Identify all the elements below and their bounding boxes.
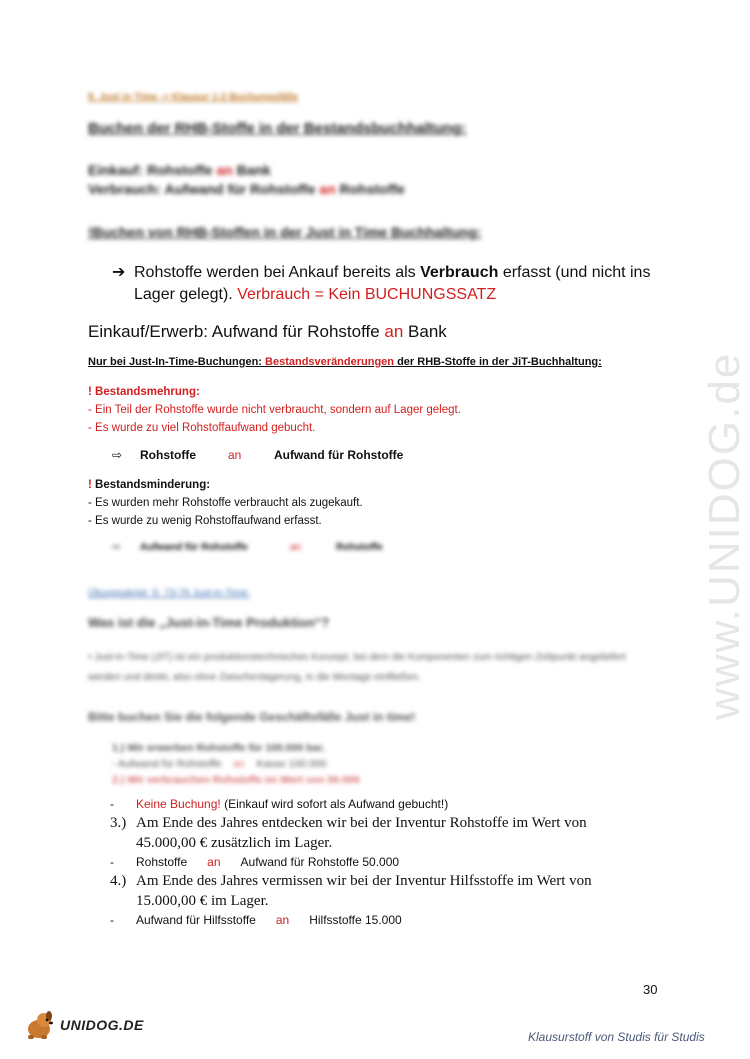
keine-buchung-note: (Einkauf wird sofort als Aufwand gebucht!) xyxy=(220,797,449,811)
verbrauch-statement xyxy=(112,262,652,306)
entry-debit: - Aufwand für Rohstoffe xyxy=(112,758,222,770)
task-number: 3.) xyxy=(110,815,127,831)
task4-entry xyxy=(110,911,650,929)
dog-icon xyxy=(22,1010,56,1040)
einkauf-erwerb-line xyxy=(88,322,447,342)
jit-only-red: Bestandsveränderungen xyxy=(265,356,395,368)
task3-entry xyxy=(110,853,650,871)
task-number: 1.) xyxy=(112,742,125,754)
statement-red: Verbrauch = Kein BUCHUNGSSATZ xyxy=(237,286,497,303)
hollow-arrow-icon: ⇨ xyxy=(112,448,123,462)
an-keyword: an xyxy=(319,181,336,197)
jit-only-heading xyxy=(88,356,602,368)
entry-debit: Aufwand für Hilfsstoffe xyxy=(136,913,256,927)
section-heading: 8. Just in Time -> Klausur 1-2 Buchungsfälle xyxy=(88,92,299,103)
heading-jit-bold: Just in Time xyxy=(305,224,388,240)
an-keyword: an xyxy=(275,913,290,927)
an-keyword: an xyxy=(290,542,302,553)
verbrauch-statement-text xyxy=(134,262,652,306)
einkauf-rest: Bank xyxy=(236,162,271,178)
statement-part2: erfasst (und nicht ins Lager gelegt). xyxy=(134,264,651,303)
verbrauch-line xyxy=(88,181,405,197)
task-number: 2.) xyxy=(112,774,125,786)
bestandsmehrung-block xyxy=(88,383,461,437)
uebung-heading: Übungsskript: S. 73-76 Just-in-Time: xyxy=(88,588,250,599)
task-number: 4.) xyxy=(110,873,127,889)
jit-only-post: der RHB-Stoffe in der JiT-Buchhaltung: xyxy=(394,356,602,368)
heading-jit-post: Buchhaltung: xyxy=(387,224,482,240)
entry-credit: Aufwand für Rohstoffe 50.000 xyxy=(240,855,400,869)
keine-buchung: Keine Buchung! xyxy=(136,797,221,811)
exclamation-mark: ! xyxy=(88,479,92,491)
entry-debit: Rohstoffe xyxy=(136,855,188,869)
heading-jit xyxy=(88,224,481,240)
bestandsmehrung-line2: - Es wurde zu viel Rohstoffaufwand gebucht. xyxy=(88,422,316,434)
statement-part1: Rohstoffe werden bei Ankauf bereits als xyxy=(134,264,421,281)
task3 xyxy=(110,813,650,853)
task-text: Wir verbrauchen Rohstoffe im Wert von 50.000 xyxy=(127,774,360,786)
watermark-text: www.UNIDOG.de xyxy=(700,351,749,720)
jit-only-pre: Nur bei Just-In-Time-Buchungen: xyxy=(88,356,266,368)
right-arrow-icon: ➔ xyxy=(112,264,126,281)
an-keyword: an xyxy=(233,758,245,770)
einkauf-label: Einkauf: Rohstoffe xyxy=(88,162,213,178)
einkauf-erwerb-post: Bank xyxy=(403,322,447,341)
page-number: 30 xyxy=(643,982,658,997)
logo-text: UNIDOG.DE xyxy=(60,1017,144,1033)
an-keyword: an xyxy=(384,322,404,341)
bestandsminderung-block xyxy=(88,476,363,530)
verbrauch-label: Verbrauch: Aufwand für Rohstoffe xyxy=(88,181,316,197)
entry-debit: Rohstoffe xyxy=(140,448,196,462)
task-text: Am Ende des Jahres vermissen wir bei der Inventur Hilfsstoffe im Wert von 15.000,00 € im Lager. xyxy=(136,873,592,909)
dash: - xyxy=(110,855,114,869)
bestandsminderung-line1: - Es wurden mehr Rohstoffe verbraucht als zugekauft. xyxy=(88,497,363,509)
dash: - xyxy=(110,797,114,811)
entry-credit: Kasse 100.000 xyxy=(256,758,327,770)
question-jit: Was ist die „Just-in-Time Produktion“? xyxy=(88,615,330,630)
an-keyword: an xyxy=(228,448,242,462)
einkauf-erwerb-pre: Einkauf/Erwerb: Aufwand für Rohstoffe xyxy=(88,322,385,341)
unidog-logo xyxy=(22,1010,144,1040)
entry-credit: Rohstoffe xyxy=(336,542,383,553)
blurred-tasks xyxy=(112,740,360,788)
task-intro: Bitte buchen Sie die folgende Geschäftsfälle Just in time! xyxy=(88,710,416,724)
footer-slogan: Klausurstoff von Studis für Studis xyxy=(528,1030,705,1044)
task1 xyxy=(112,740,360,756)
task-text: Wir erwerben Rohstoffe für 100.000 bar. xyxy=(127,742,325,754)
entry-bestandsminderung xyxy=(112,542,383,553)
bestandsmehrung-line1: - Ein Teil der Rohstoffe wurde nicht verbraucht, sondern auf Lager gelegt. xyxy=(88,404,461,416)
task2-result xyxy=(110,795,650,813)
einkauf-line xyxy=(88,162,271,178)
bestandsminderung-title-row xyxy=(88,476,363,494)
dash: - xyxy=(110,913,114,927)
an-keyword: an xyxy=(216,162,233,178)
entry-debit: Aufwand für Rohstoffe xyxy=(140,542,248,553)
an-keyword: an xyxy=(207,855,221,869)
bestandsminderung-title: Bestandsminderung: xyxy=(91,479,211,491)
entry-bestandsmehrung xyxy=(112,448,403,462)
heading-rhb-bestand: Buchen der RHB-Stoffe in der Bestandsbuchhaltung: xyxy=(88,120,467,137)
tasks-list xyxy=(110,795,650,929)
task2 xyxy=(112,772,360,788)
hollow-arrow-icon: ⇨ xyxy=(112,542,121,553)
entry-credit: Aufwand für Rohstoffe xyxy=(274,448,404,462)
verbrauch-rest: Rohstoffe xyxy=(339,181,405,197)
task4 xyxy=(110,871,650,911)
task1-entry xyxy=(112,756,360,772)
task-text: Am Ende des Jahres entdecken wir bei der Inventur Rohstoffe im Wert von 45.000,00 € zusätzlich im Lager. xyxy=(136,815,587,851)
answer-jit: • Just-in-Time (JIT) ist ein produktionstechnisches Konzept, bei dem die Komponenten zum richtigen Zeitpunkt angeliefert werden und direkt, also ohne Zwischenlagerung, in die Montage einfließen. xyxy=(88,652,626,683)
statement-bold: Verbrauch xyxy=(420,264,499,281)
entry-credit: Hilfsstoffe 15.000 xyxy=(309,913,402,927)
bestandsminderung-line2: - Es wurde zu wenig Rohstoffaufwand erfasst. xyxy=(88,515,322,527)
bestandsmehrung-title: ! Bestandsmehrung: xyxy=(88,386,200,398)
heading-jit-pre: !Buchen von RHB-Stoffen in der xyxy=(88,224,306,240)
